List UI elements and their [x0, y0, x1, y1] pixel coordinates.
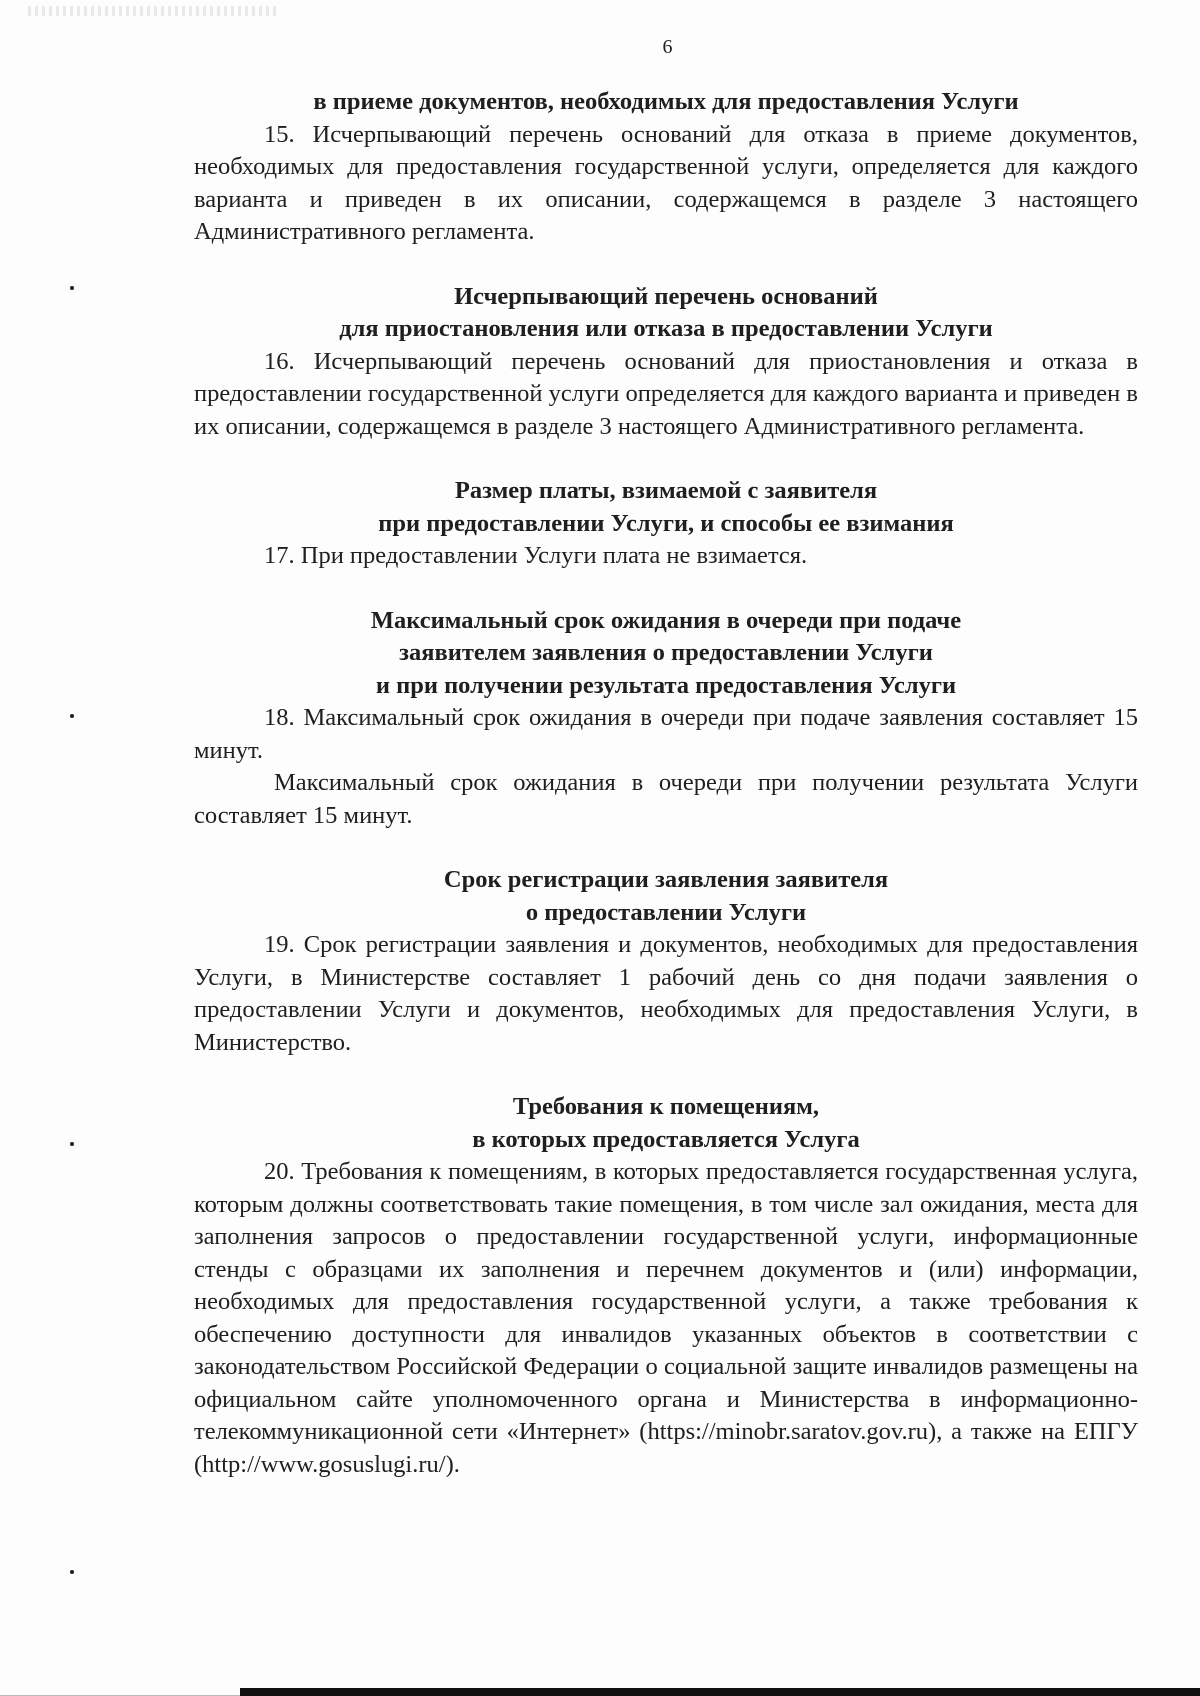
paragraph-15: 15. Исчерпывающий перечень оснований для отказа в приеме документов, необходимых для предоставления государственной услуги, определяется для каждого варианта и приведен в их описании, содержащемся в разделе 3 настоящего Административного регламента. — [194, 120, 1138, 245]
heading-line: в которых предоставляется Услуга — [472, 1125, 860, 1153]
heading-line: Требования к помещениям, — [512, 1093, 820, 1120]
paragraph-19: 19. Срок регистрации заявления и документов, необходимых для предоставления Услуги, в Министерстве составляет 1 рабочий день со дня подачи заявления о предоставлении Услуги и документов, необходимых для предоставления Услуги, в Министерство. — [194, 931, 1138, 1056]
paragraph-18: 18. Максимальный срок ожидания в очереди при подаче заявления составляет 15 минут. — [194, 704, 1138, 764]
heading-line: Максимальный срок ожидания в очереди при подаче — [370, 606, 962, 634]
heading-line: при предоставлении Услуги, и способы ее взимания — [378, 509, 954, 537]
section-heading-suspension-grounds — [194, 281, 1138, 346]
section-gap — [194, 249, 1138, 281]
heading-line: о предоставлении Услуги — [525, 898, 807, 926]
scan-dot — [70, 1142, 74, 1146]
heading-line: Размер платы, взимаемой с заявителя — [454, 477, 878, 504]
section-heading-registration — [194, 864, 1138, 929]
paragraph-17: 17. При предоставлении Услуги плата не взимается. — [264, 542, 808, 569]
scan-artifact — [28, 6, 278, 16]
section-gap — [194, 573, 1138, 605]
heading-line: в приеме документов, необходимых для предоставления Услуги — [313, 88, 1019, 115]
paragraph-16: 16. Исчерпывающий перечень оснований для приостановления и отказа в предоставлении государственной услуги определяется для каждого варианта и приведен в их описании, содержащемся в разделе 3 настоящего Административного регламента. — [194, 347, 1138, 440]
heading-line: для приостановления или отказа в предоставлении Услуги — [339, 315, 993, 342]
heading-line: заявителем заявления о предоставлении Услуги — [399, 639, 933, 666]
scan-dot — [70, 286, 74, 290]
heading-line: Исчерпывающий перечень оснований — [454, 282, 878, 310]
section-heading-fee — [194, 475, 1138, 540]
section-heading-premises — [194, 1091, 1138, 1156]
section-heading-document-refusal — [194, 86, 1138, 119]
section-gap — [194, 832, 1138, 864]
scan-dot — [70, 714, 74, 718]
page-number: 6 — [662, 36, 673, 58]
section-heading-queue-time — [194, 605, 1138, 703]
document-body — [194, 86, 1138, 1481]
scan-dot — [70, 1570, 74, 1574]
section-gap — [194, 443, 1138, 475]
paragraph-18-continued: Максимальный срок ожидания в очереди при получении результата Услуги составляет 15 минут. — [194, 769, 1138, 829]
heading-line: и при получении результата предоставления Услуги — [375, 671, 957, 699]
section-gap — [194, 1059, 1138, 1091]
paragraph-20: 20. Требования к помещениям, в которых предоставляется государственная услуга, которым должны соответствовать такие помещения, в том числе зал ожидания, места для заполнения запросов о предоставлении государственной услуги, информационные стенды с образцами их заполнения и перечнем документов и (или) информации, необходимых для предоставления государственной услуги, а также требования к обеспечению доступности для инвалидов указанных объектов в соответствии с законодательством Российской Федерации о социальной защите инвалидов размещены на официальном сайте уполномоченного органа и Министерства в информационно-телекоммуникационной сети «Интернет» (https://minobr.saratov.gov.ru), а также на ЕПГУ (http://www.gosuslugi.ru/). — [194, 1158, 1138, 1478]
scan-edge-bar — [240, 1688, 1200, 1696]
heading-line: Срок регистрации заявления заявителя — [443, 866, 889, 893]
